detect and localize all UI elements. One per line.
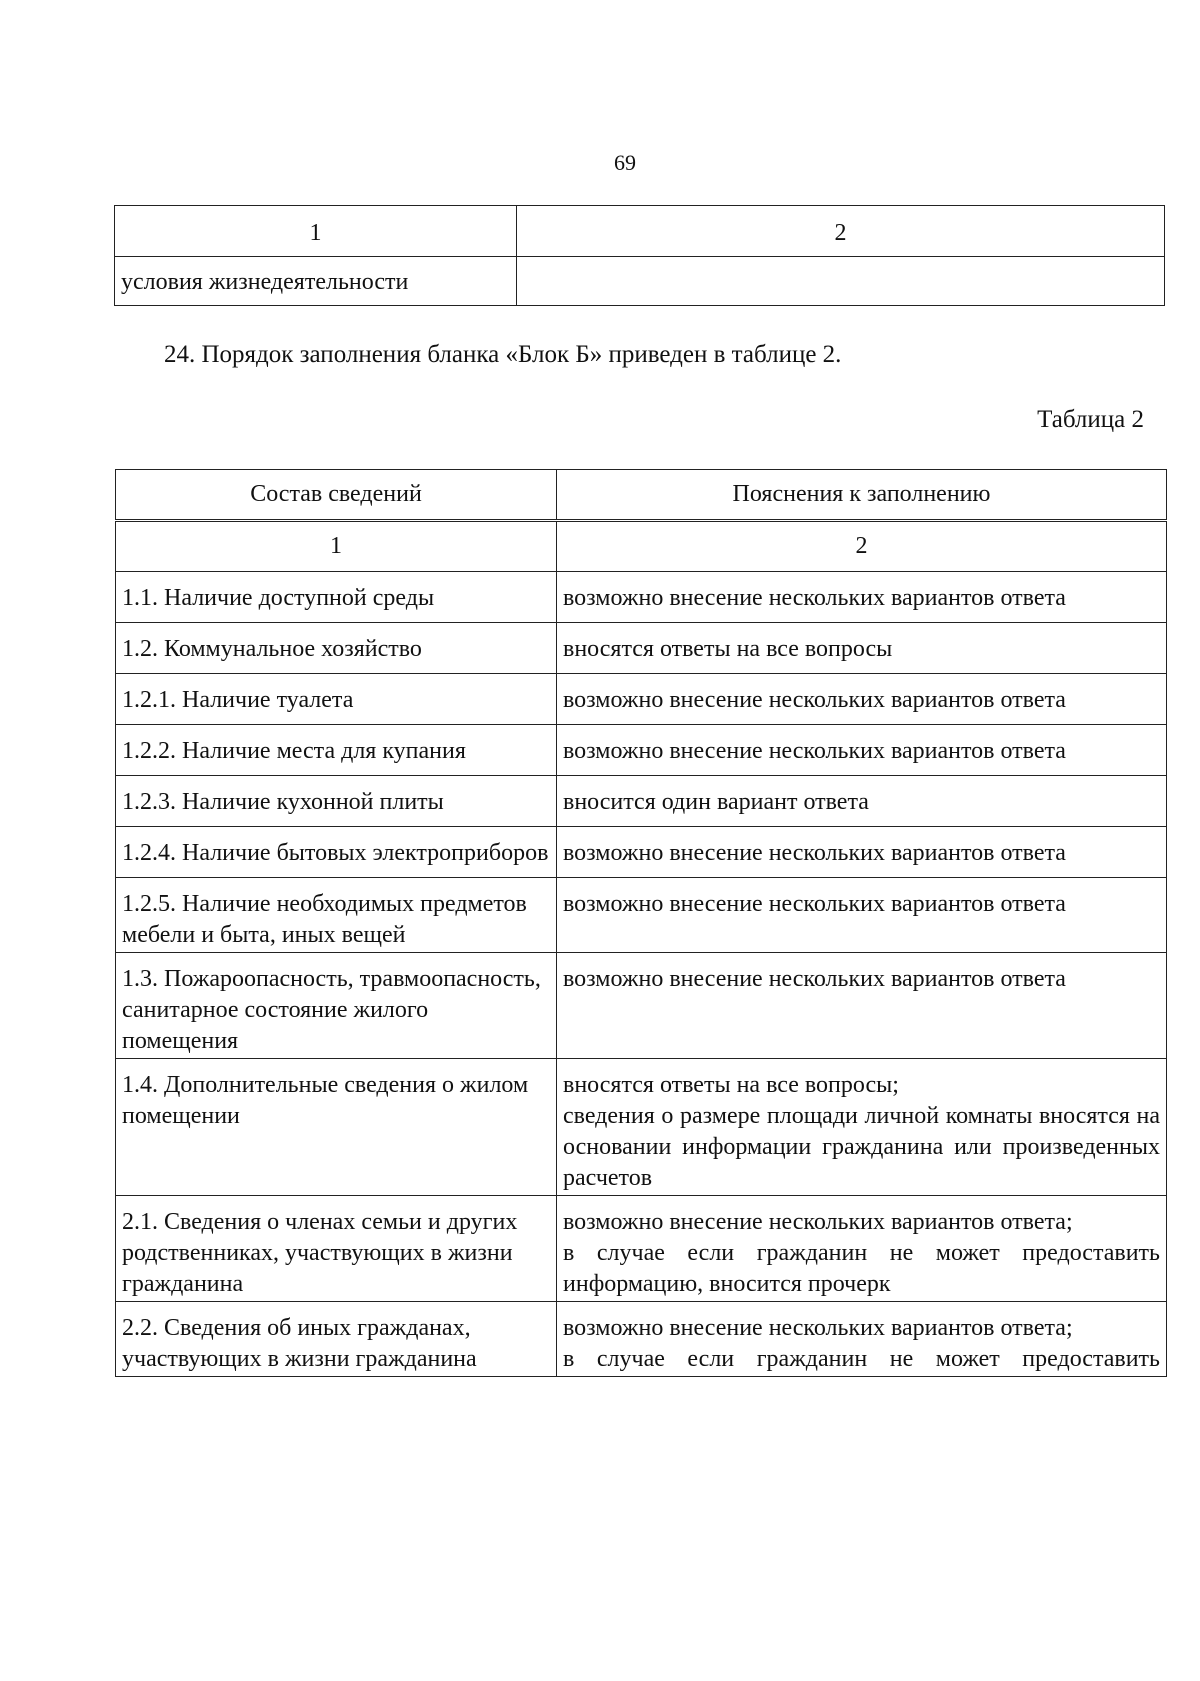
explanation-line: сведения о размере площади личной комнаты вносятся на основании информации гражданина или произведенных расчетов (563, 1103, 1160, 1191)
continuation-cell-empty (517, 257, 1165, 306)
explanation-line: в случае если гражданин не может предоставить (563, 1346, 1160, 1372)
row-item: 1.2.4. Наличие бытовых электроприборов (116, 827, 557, 878)
column-number-2: 2 (517, 206, 1165, 257)
page-number: 69 (614, 150, 636, 175)
row-item: 2.2. Сведения об иных гражданах, участвующих в жизни гражданина (116, 1302, 557, 1377)
table-row (116, 572, 1167, 623)
row-explanation: возможно внесение нескольких вариантов ответа (557, 953, 1167, 1059)
explanation-line: вносятся ответы на все вопросы; (563, 1072, 899, 1098)
row-item: 1.3. Пожароопасность, травмоопасность, санитарное состояние жилого помещения (116, 953, 557, 1059)
table-row (116, 827, 1167, 878)
table-2 (115, 469, 1167, 1377)
row-item: 1.1. Наличие доступной среды (116, 572, 557, 623)
table-row (116, 623, 1167, 674)
table-number-row (116, 521, 1167, 572)
row-item: 1.2.2. Наличие места для купания (116, 725, 557, 776)
column-number-2: 2 (557, 521, 1167, 572)
continuation-table-row (115, 257, 1165, 306)
table-header-row (116, 470, 1167, 521)
header-explanations: Пояснения к заполнению (557, 470, 1167, 521)
row-item: 2.1. Сведения о членах семьи и других родственниках, участвующих в жизни гражданина (116, 1196, 557, 1302)
table-row (116, 725, 1167, 776)
table-row (116, 1302, 1167, 1377)
row-item: 1.2.5. Наличие необходимых предметов мебели и быта, иных вещей (116, 878, 557, 953)
row-explanation: возможно внесение нескольких вариантов ответа (557, 674, 1167, 725)
explanation-line: возможно внесение нескольких вариантов ответа; (563, 1209, 1073, 1235)
row-explanation: вносятся ответы на все вопросы (557, 623, 1167, 674)
column-number-1: 1 (115, 206, 517, 257)
table-row (116, 1196, 1167, 1302)
row-item: 1.2.1. Наличие туалета (116, 674, 557, 725)
table-row (116, 953, 1167, 1059)
row-explanation: возможно внесение нескольких вариантов ответа (557, 878, 1167, 953)
continuation-table-number-row (115, 206, 1165, 257)
row-explanation (557, 1196, 1167, 1302)
continuation-table (114, 205, 1165, 306)
row-explanation: вносится один вариант ответа (557, 776, 1167, 827)
explanation-line: возможно внесение нескольких вариантов ответа; (563, 1315, 1073, 1341)
table-row (116, 776, 1167, 827)
continuation-cell-text: условия жизнедеятельности (115, 257, 517, 306)
row-explanation: возможно внесение нескольких вариантов ответа (557, 827, 1167, 878)
table-caption: Таблица 2 (1037, 406, 1144, 433)
header-composition: Состав сведений (116, 470, 557, 521)
row-item: 1.2.3. Наличие кухонной плиты (116, 776, 557, 827)
row-item: 1.4. Дополнительные сведения о жилом помещении (116, 1059, 557, 1196)
row-explanation: возможно внесение нескольких вариантов ответа (557, 725, 1167, 776)
row-explanation: возможно внесение нескольких вариантов ответа (557, 572, 1167, 623)
table-row (116, 1059, 1167, 1196)
column-number-1: 1 (116, 521, 557, 572)
explanation-line: в случае если гражданин не может предоставить информацию, вносится прочерк (563, 1240, 1160, 1297)
row-explanation (557, 1302, 1167, 1377)
table-row (116, 878, 1167, 953)
row-item: 1.2. Коммунальное хозяйство (116, 623, 557, 674)
table-row (116, 674, 1167, 725)
paragraph-24: 24. Порядок заполнения бланка «Блок Б» приведен в таблице 2. (164, 341, 842, 368)
row-explanation (557, 1059, 1167, 1196)
